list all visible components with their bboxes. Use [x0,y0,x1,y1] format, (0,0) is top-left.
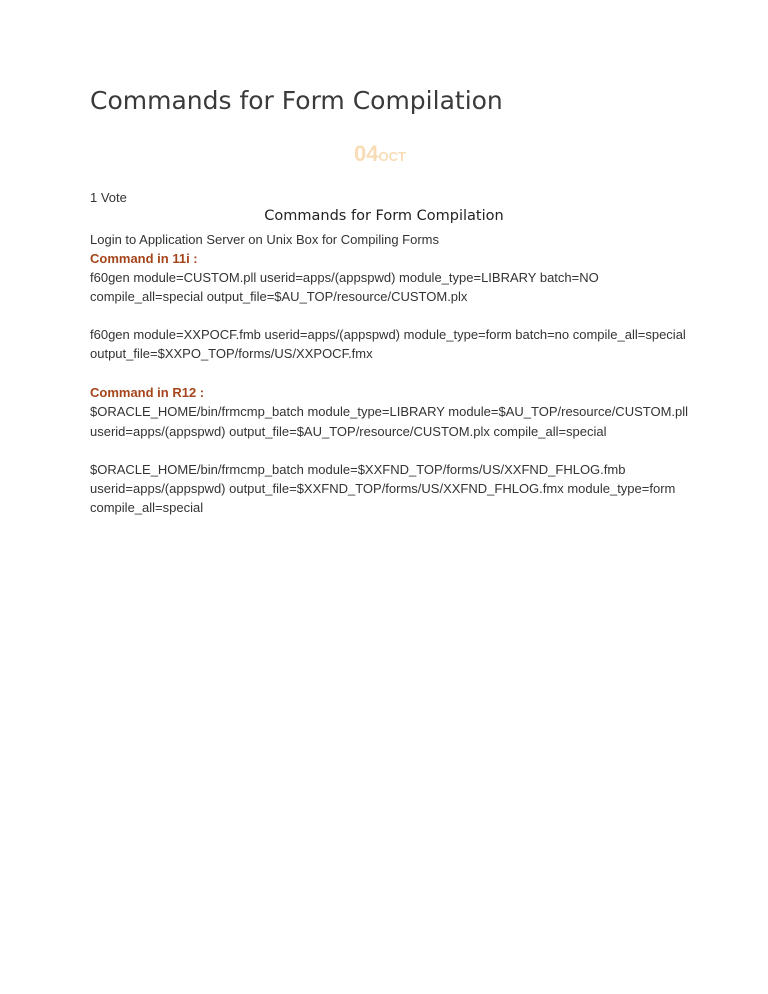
command-r12-2-line-3: compile_all=special [90,500,204,515]
command-r12-2-line-1: $ORACLE_HOME/bin/frmcmp_batch module=$XXFND_TOP/forms/US/XXFND_FHLOG.fmb [90,462,626,477]
command-r12-2-line-2: userid=apps/(appspwd) output_file=$XXFND_TOP/forms/US/XXFND_FHLOG.fmx module_type=form [90,481,676,496]
heading-11i: Command in 11i : [90,251,198,266]
date-day: 04 [354,141,379,166]
command-r12-1-line-2: userid=apps/(appspwd) output_file=$AU_TOP/resource/CUSTOM.plx compile_all=special [90,424,607,439]
date-month: OCT [378,149,406,164]
command-11i-2-line-2: output_file=$XXPO_TOP/forms/US/XXPOCF.fmx [90,346,373,361]
command-11i-1-line-1: f60gen module=CUSTOM.pll userid=apps/(appspwd) module_type=LIBRARY batch=NO [90,270,599,285]
intro-text: Login to Application Server on Unix Box for Compiling Forms [90,232,439,247]
vote-count: 1 Vote [90,190,127,205]
command-11i-1-line-2: compile_all=special output_file=$AU_TOP/resource/CUSTOM.plx [90,289,468,304]
date-badge [354,141,406,167]
page-title: Commands for Form Compilation [90,86,503,115]
post-subtitle: Commands for Form Compilation [264,208,504,224]
command-11i-2-line-1: f60gen module=XXPOCF.fmb userid=apps/(appspwd) module_type=form batch=no compile_all=special [90,327,686,342]
command-r12-1-line-1: $ORACLE_HOME/bin/frmcmp_batch module_type=LIBRARY module=$AU_TOP/resource/CUSTOM.pll [90,404,689,419]
heading-r12: Command in R12 : [90,385,205,400]
